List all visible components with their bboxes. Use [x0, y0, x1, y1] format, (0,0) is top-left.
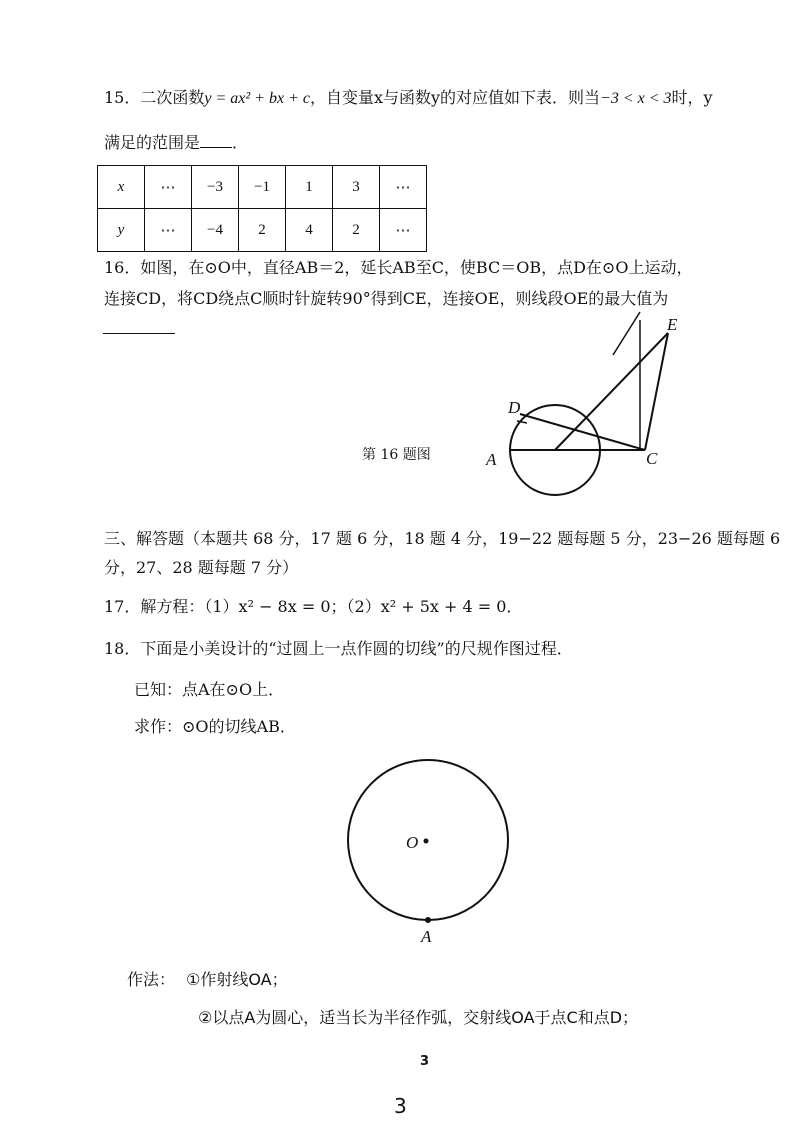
table-cell: 2: [333, 209, 380, 252]
table-cell: −3: [192, 166, 239, 209]
q18-label-A: A: [421, 927, 432, 946]
q16-figure: [510, 312, 668, 495]
q18-label-O: O: [406, 833, 419, 852]
q16-line1: 16．如图，在⊙O中，直径AB＝2，延长AB至C，使BC＝OB，点D在⊙O上运动，: [104, 258, 693, 277]
q18-task: 求作：⊙O的切线AB．: [134, 717, 296, 736]
q15-prefix: 15．二次函数: [104, 88, 205, 107]
q18-step2: ②以点A为圆心，适当长为半径作弧，交射线OA于点C和点D；: [198, 1008, 639, 1027]
q18-point-A-dot: [425, 917, 431, 923]
table-cell: ⋯: [380, 209, 427, 252]
q16-pencil-stroke: [613, 312, 640, 355]
table-cell: ⋯: [145, 209, 192, 252]
q16-label-D: D: [508, 398, 521, 417]
q17-text: 17．解方程：（1）x² − 8x = 0；（2）x² + 5x + 4 = 0．: [104, 597, 523, 616]
q16-label-A: A: [486, 450, 497, 469]
page-number-bold: 3: [420, 1054, 430, 1069]
table-cell: 2: [239, 209, 286, 252]
q18-step1: ①作射线OA；: [186, 970, 288, 989]
q15-formula: y = ax² + bx + c: [204, 90, 310, 107]
page-number: 3: [394, 1094, 407, 1118]
q16-label-C: C: [646, 449, 658, 468]
table-cell: y: [98, 209, 145, 252]
q18-method-label: 作法：: [127, 970, 176, 989]
q16-caption: 第 16 题图: [362, 447, 431, 463]
table-cell: 4: [286, 209, 333, 252]
table-cell: 3: [333, 166, 380, 209]
section3-header-line1: 三、解答题（本题共 68 分，17 题 6 分，18 题 4 分，19−22 题每题 5 分，23−26 题每题 6: [104, 529, 781, 548]
table-cell: −1: [239, 166, 286, 209]
section3-header-line2: 分，27、28 题每题 7 分）: [104, 558, 299, 577]
q16-label-E: E: [667, 315, 678, 334]
q15-line2-text: 满足的范围是: [104, 133, 201, 152]
table-cell: ⋯: [380, 166, 427, 209]
q15-suffix: 时，y: [671, 88, 713, 107]
q16-line2: 连接CD，将CD绕点C顺时针旋转90°得到CE，连接OE，则线段OE的最大值为: [104, 289, 669, 308]
q18-given: 已知：点A在⊙O上．: [134, 680, 285, 699]
q15-condition: −3 < x < 3: [600, 90, 672, 107]
table-cell: ⋯: [145, 166, 192, 209]
q16-line-DC: [520, 414, 645, 450]
q18-figure: [348, 760, 508, 923]
q18-center-dot: [424, 839, 429, 844]
table-cell: 1: [286, 166, 333, 209]
table-cell: x: [98, 166, 145, 209]
q15-line2-end: ．: [232, 133, 249, 152]
q16-line-CE: [645, 333, 668, 450]
q18-line1: 18．下面是小美设计的“过圆上一点作圆的切线”的尺规作图过程．: [104, 639, 573, 658]
table-cell: −4: [192, 209, 239, 252]
q15-mid: ，自变量x与函数y的对应值如下表．则当: [309, 88, 601, 107]
q16-line-OE: [555, 333, 668, 450]
